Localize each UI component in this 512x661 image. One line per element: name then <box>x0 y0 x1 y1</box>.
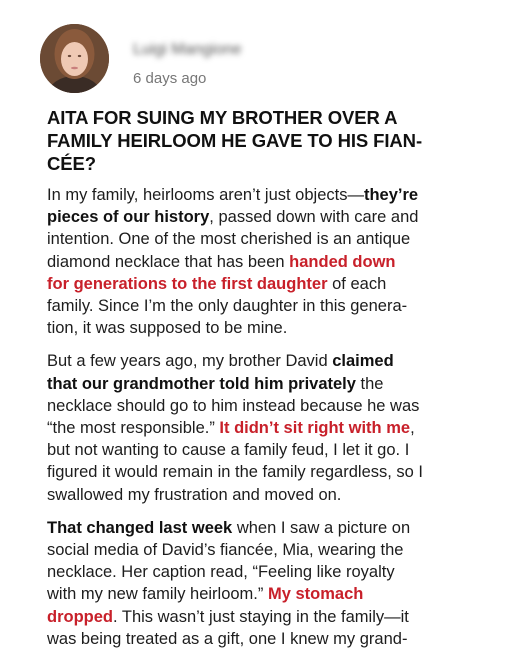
body-text: swallowed my frustration and moved on. <box>47 485 342 504</box>
body-line <box>47 539 477 561</box>
body-text: but not wanting to cause a family feud, I let it go. I <box>47 441 410 460</box>
body-text: figured it would remain in the family regardless, so I <box>47 463 424 482</box>
post-timestamp: 6 days ago <box>133 70 207 87</box>
body-paragraph <box>47 184 477 339</box>
body-line <box>47 561 477 583</box>
bold-text: pieces of our history <box>47 208 210 227</box>
body-line <box>47 350 477 372</box>
body-line <box>47 184 477 206</box>
body-line <box>47 583 477 605</box>
body-text: with my new family heirloom.” <box>47 585 268 604</box>
bold-text: that our grandmother told him privately <box>47 374 356 393</box>
body-line <box>47 206 477 228</box>
avatar[interactable] <box>40 24 109 93</box>
highlighted-text: dropped <box>47 607 113 626</box>
body-line <box>47 228 477 250</box>
body-line <box>47 317 477 339</box>
body-text: when I saw a picture on <box>232 518 411 537</box>
body-text: But a few years ago, my brother David <box>47 352 333 371</box>
highlighted-text: for generations to the first daughter <box>47 274 328 293</box>
body-text: “the most responsible.” <box>47 419 220 438</box>
post-body <box>47 184 477 661</box>
highlighted-text: handed down <box>289 252 396 271</box>
body-paragraph <box>47 350 477 505</box>
body-text: , passed down with care and <box>209 208 419 227</box>
body-line <box>47 417 477 439</box>
body-text: intention. One of the most cherished is an antique <box>47 230 411 249</box>
body-line <box>47 395 477 417</box>
body-line <box>47 461 477 483</box>
bold-text: That changed last week <box>47 518 233 537</box>
body-text: the <box>355 374 384 393</box>
body-line <box>47 251 477 273</box>
author-name[interactable]: Luigi Mangione <box>133 41 242 58</box>
post-header <box>40 24 480 94</box>
body-line <box>47 295 477 317</box>
body-text: of each <box>327 274 387 293</box>
body-text: necklace. Her caption read, “Feeling like royalty <box>47 563 395 582</box>
body-paragraph <box>47 517 477 650</box>
bold-text: they’re <box>363 186 419 204</box>
body-text: was being treated as a gift, one I knew my grand- <box>47 629 408 648</box>
body-text: . This wasn’t just staying in the family—it <box>113 607 409 626</box>
body-line <box>47 439 477 461</box>
body-text: tion, it was supposed to be mine. <box>47 319 288 338</box>
highlighted-text: My stomach <box>267 585 364 604</box>
body-line <box>47 373 477 395</box>
title-line: AITA FOR SUING MY BROTHER OVER A <box>47 107 398 128</box>
avatar-portrait-icon <box>40 24 109 93</box>
body-text: , <box>410 419 415 438</box>
body-text: diamond necklace that has been <box>47 252 290 271</box>
body-line <box>47 517 477 539</box>
title-line: CÉE? <box>47 153 96 174</box>
highlighted-text: It didn’t sit right with me <box>219 419 411 438</box>
bold-text: claimed <box>332 352 394 371</box>
body-text: family. Since I’m the only daughter in this genera- <box>47 297 408 316</box>
body-line <box>47 628 477 650</box>
body-line <box>47 484 477 506</box>
body-text: necklace should go to him instead because he was <box>47 396 420 415</box>
post-title <box>47 106 467 175</box>
body-line <box>47 606 477 628</box>
title-line: FAMILY HEIRLOOM HE GAVE TO HIS FIAN- <box>47 130 422 151</box>
body-text: In my family, heirlooms aren’t just objects— <box>47 186 364 204</box>
body-line <box>47 273 477 295</box>
body-text: social media of David’s fiancée, Mia, wearing the <box>47 541 404 560</box>
